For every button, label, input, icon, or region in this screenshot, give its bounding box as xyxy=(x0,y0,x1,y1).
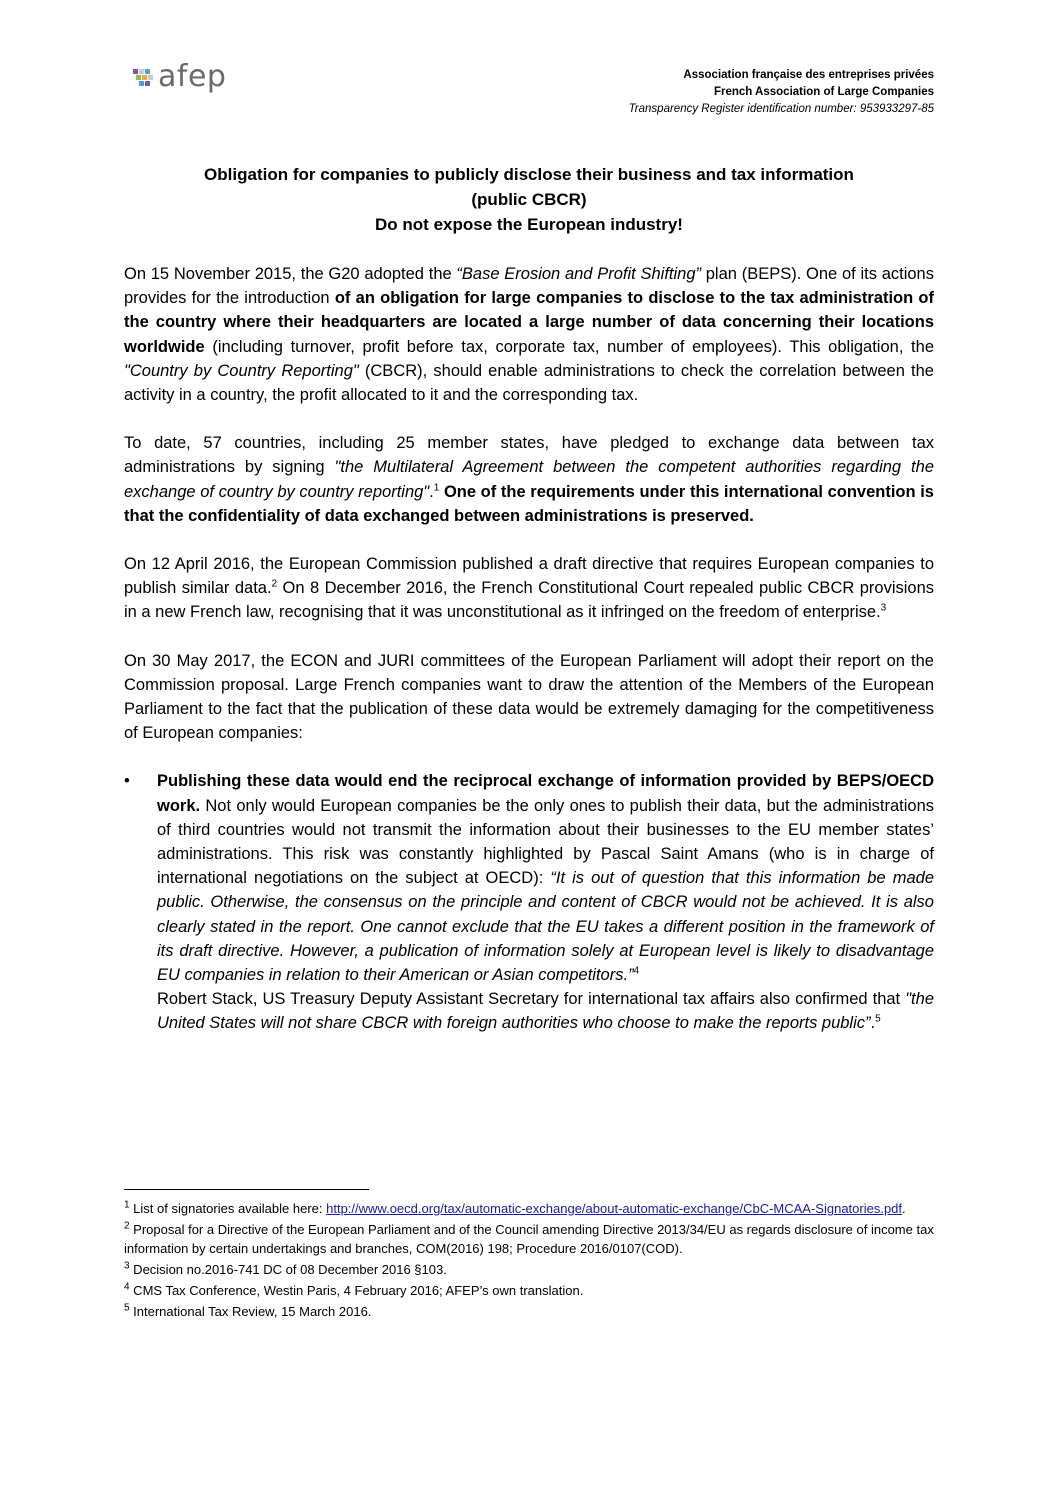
paragraph-commission-draft: On 12 April 2016, the European Commission published a draft directive that requires European companies to publish similar data.$^2$ On 8 December 2016, the French Constitutional Court repealed public CBCR provisions in a new French law, recognising that it was unconstitutional as it infringed on the freedom of enterprise.$^3$ xyxy=(124,555,934,622)
document-title xyxy=(120,162,938,237)
logo-mark-icon xyxy=(133,67,155,87)
org-name-en: French Association of Large Companies xyxy=(713,86,934,98)
footnote-3: $^3$ Decision no.2016-741 DC of 08 December 2016 §103. xyxy=(124,1260,447,1277)
footnotes xyxy=(124,1199,934,1323)
footnote-ref-1[interactable]: 1 xyxy=(433,482,440,494)
title-line-1: Obligation for companies to publicly disclose their business and tax information xyxy=(204,165,854,184)
paragraph-multilateral-agreement: To date, 57 countries, including 25 member states, have pledged to exchange data between tax administrations by signing "the Multilateral Agreement between the competent authorities regarding the exchange of country by country reporting".$^1$ One of the requirements under this international convention is that the confidentiality of data exchanged between administrations is preserved. xyxy=(124,434,934,525)
footnote-ref-3[interactable]: 3 xyxy=(880,602,887,614)
footnote-ref-4[interactable]: 4 xyxy=(633,965,640,977)
bullet-marker: • xyxy=(124,772,130,791)
footnote-divider xyxy=(124,1189,369,1190)
title-line-2: (public CBCR) xyxy=(471,190,587,209)
signatories-link[interactable]: http://www.oecd.org/tax/automatic-exchange/about-automatic-exchange/CbC-MCAA-Signatories.pdf xyxy=(326,1201,903,1216)
footnote-ref-2[interactable]: 2 xyxy=(271,578,278,590)
footnote-4: $^4$ CMS Tax Conference, Westin Paris, 4 February 2016; AFEP’s own translation. xyxy=(124,1281,584,1298)
footnote-2: $^2$ Proposal for a Directive of the European Parliament and of the Council amending Directive 2013/34/EU as regards disclosure of income tax information by certain undertakings and branches, COM(2016) 198; Procedure 2016/0107(COD). xyxy=(124,1220,934,1256)
paragraph-beps: On 15 November 2015, the G20 adopted the “Base Erosion and Profit Shifting” plan (BEPS). One of its actions provides for the introduction of an obligation for large companies to disclose to the tax administration of the country where their headquarters are located a large number of data concerning their locations worldwide (including turnover, profit before tax, corporate tax, number of employees). This obligation, the "Country by Country Reporting" (CBCR), should enable administrations to check the correlation between the activity in a country, the profit allocated to it and the corresponding tax. xyxy=(124,265,934,405)
afep-logo xyxy=(133,59,227,94)
footnote-1: $^1$ List of signatories available here: http://www.oecd.org/tax/automatic-exchange/about-automatic-exchange/CbC-MCAA-Signatories.pdf. xyxy=(124,1199,906,1216)
footnote-5: $^5$ International Tax Review, 15 March 2016. xyxy=(124,1302,372,1319)
organisation-header xyxy=(629,67,934,118)
bullet-content: Publishing these data would end the reciprocal exchange of information provided by BEPS/OECD work. Not only would European companies be the only ones to publish their data, but the administrations of third countries would not transmit the information about their businesses to the EU member states’ administrations. This risk was constantly highlighted by Pascal Saint Amans (who is in charge of international negotiations on the subject at OECD): “It is out of question that this information be made public. Otherwise, the consensus on the principle and content of CBCR would not be achieved. It is also clearly stated in the report. One cannot exclude that the EU takes a different position in the framework of its draft directive. However, a publication of information solely at European level is likely to disadvantage EU companies in relation to their American or Asian competitors.”$^4$ Robert Stack, US Treasury Deputy Assistant Secretary for international tax affairs also confirmed that "the United States will not share CBCR with foreign authorities who choose to make the reports public”.$^5$ xyxy=(157,772,934,1033)
footnote-ref-5[interactable]: 5 xyxy=(875,1013,881,1025)
document-body xyxy=(124,262,934,1036)
logo-text: afep xyxy=(158,59,227,94)
title-line-3: Do not expose the European industry! xyxy=(375,215,683,234)
bullet-item xyxy=(124,769,934,1035)
org-name-fr: Association française des entreprises privées xyxy=(683,69,934,81)
paragraph-econ-juri: On 30 May 2017, the ECON and JURI committees of the European Parliament will adopt their report on the Commission proposal. Large French companies want to draw the attention of the Members of the European Parliament to the fact that the publication of these data would be extremely damaging for the competitiveness of European companies: xyxy=(124,651,934,743)
transparency-register: Transparency Register identification number: 953933297-85 xyxy=(628,103,934,115)
